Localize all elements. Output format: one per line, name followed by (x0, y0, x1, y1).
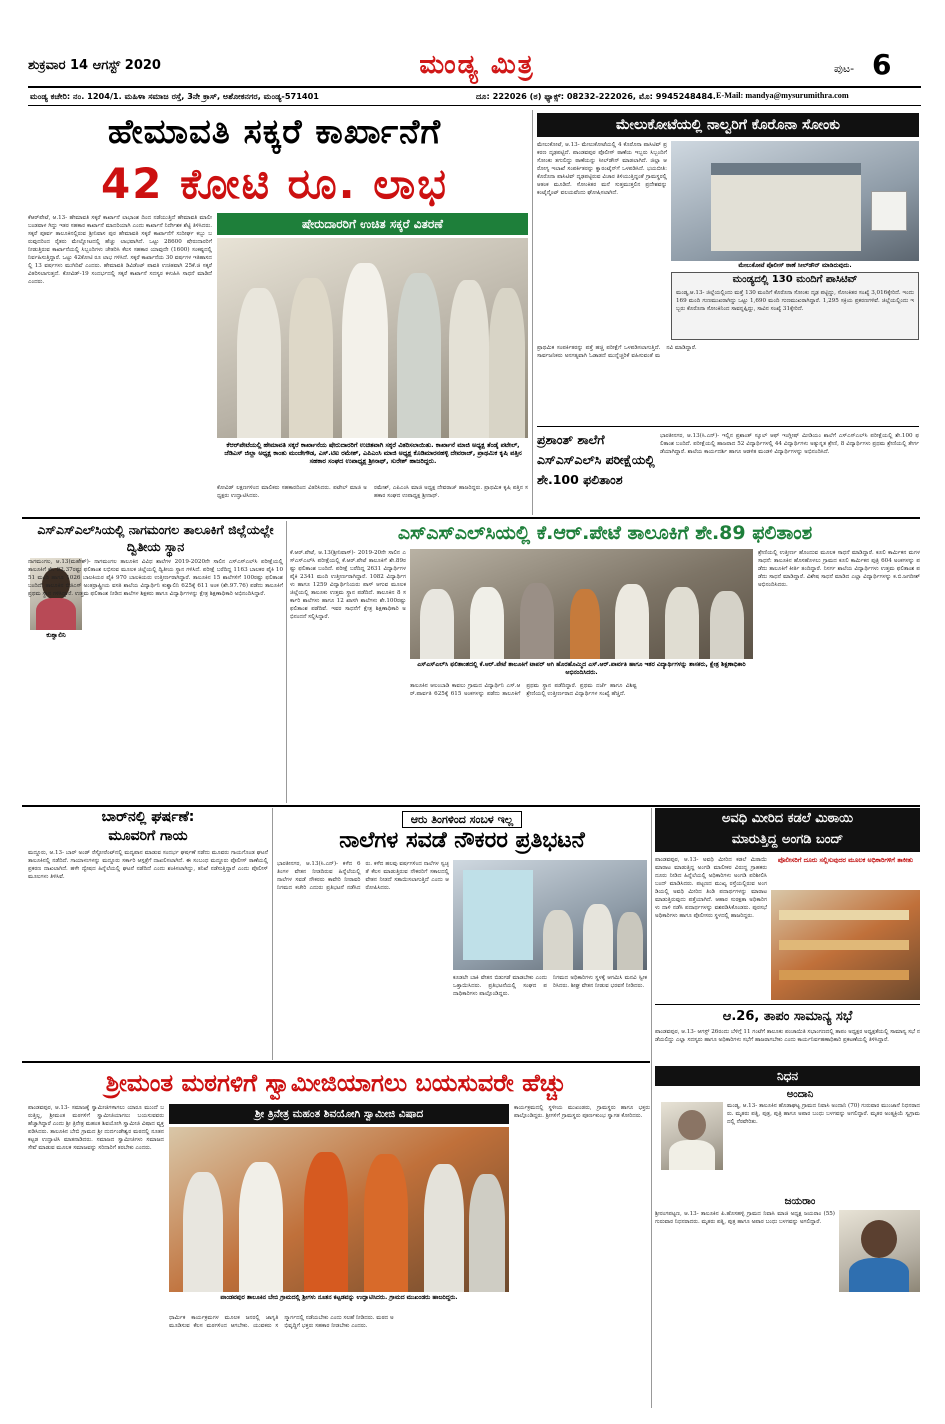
newspaper-logo: ಮಂಡ್ಯ ಮಿತ್ರ (419, 50, 535, 80)
office-email: E-Mail: mandya@mysurumithra.com (716, 91, 849, 100)
page-label: ಪುಟ- (834, 62, 855, 75)
bar-headline-1: ಬಾರ್‌ನಲ್ಲಿ ಘರ್ಷಣೆ: (101, 809, 195, 825)
mutt-photo (169, 1127, 509, 1292)
sugar-headline-1: ಹೇಮಾವತಿ ಸಕ್ಕರೆ ಕಾರ್ಖಾನೆಗೆ (107, 112, 442, 152)
divider-v4 (651, 808, 652, 1408)
masthead-divider (28, 86, 921, 88)
sweets-body: ಪಾಂಡವಪುರ, ಆ.13- ಅವಧಿ ಮೀರಿದ ಕಡಲೆ ಮಿಠಾಯಿ ಮಾರಾಟ ಮಾಡುತ್ತಿದ್ದ ಅಂಗಡಿ ಮಾಲೀಕರ ವಿರುದ್ಧ ಗ್ರಾಹಕರು ದೂರು ನೀಡಿದ ಹಿನ್ನೆಲೆಯಲ್ಲಿ ಅಧಿಕಾರಿಗಳು ಅಂಗಡಿ ಪರಿಶೀಲಿಸಿ ಬಂದ್ ಮಾಡಿಸಿದರು. ಪಟ್ಟಣದ ಮುಖ್ಯ ರಸ್ತೆಯಲ್ಲಿರುವ ಅಂಗಡಿಯಲ್ಲಿ ಅವಧಿ ಮೀರಿದ ತಿಂಡಿ ಪದಾರ್ಥಗಳನ್ನು ಮಾರಾಟ ಮಾಡುತ್ತಿರುವುದು ಪತ್ತೆಯಾಗಿದೆ. ಆಹಾರ ಸುರಕ್ಷತಾ ಅಧಿಕಾರಿಗಳು ದಾಳಿ ನಡೆಸಿ ಪದಾರ್ಥಗಳನ್ನು ವಶಪಡಿಸಿಕೊಂಡರು. ಪುರಸಭೆ ಅಧಿಕಾರಿಗಳು ಹಾಗೂ ಪೊಲೀಸರು ಸ್ಥಳದಲ್ಲಿ ಹಾಜರಿದ್ದರು. (655, 857, 767, 919)
mandya-positive-headline: ಮಂಡ್ಯದಲ್ಲಿ 130 ಮಂದಿಗೆ ಪಾಸಿಟಿವ್ (732, 274, 858, 285)
staff-photo (453, 860, 647, 970)
obituary-name-1: ಅಂದಾನಿ (786, 1089, 814, 1100)
corona-headline: ಮೇಲುಕೋಟೆಯಲ್ಲಿ ನಾಲ್ವರಿಗೆ ಕೊರೊನಾ ಸೋಂಕು (537, 113, 919, 137)
staff-kicker (277, 808, 647, 828)
bar-headline-2: ಮೂವರಿಗೆ ಗಾಯ (108, 828, 188, 844)
krpete-photo (410, 549, 753, 659)
section-rule-3 (22, 1061, 650, 1063)
staff-body-col1: ಭಾರತೀನಗರ, ಆ.13(ಸಿ.ಎನ್)- ಕಳೆದ 6 ತಿಂಗಳ ವೇತನ ನೀಡದಿರುವ ಹಿನ್ನೆಲೆಯಲ್ಲಿ ನಾಲೆಗಳ ಸವಡೆ ನೌಕರರು ಕಾವೇರಿ ನೀರಾವರಿ ನಿಗಮದ ಕಚೇರಿ ಎದುರು ಪ್ರತಿಭಟನೆ ನಡೆಸಿದರು. ಕಳೆದ ಹಲವು ವರ್ಷಗಳಿಂದ ನಾಲೆಗಳ ಸ್ವಚ್ಛತೆ ಕೆಲಸ ಮಾಡುತ್ತಿರುವ ನೌಕರರಿಗೆ ಸಕಾಲದಲ್ಲಿ ವೇತನ ನೀಡದೆ ಸತಾಯಿಸಲಾಗುತ್ತಿದೆ ಎಂದು ಆರೋಪಿಸಿದರು. (277, 861, 449, 891)
prashanth-headline: ಪ್ರಶಾಂತ್ ಶಾಲೆಗೆ ಎಸ್‌ಎಸ್‌ಎಲ್‌ಸಿ ಪರೀಕ್ಷೆಯಲ್ಲಿ ಶೇ.100 ಫಲಿತಾಂಶ (537, 432, 655, 487)
sweets-headline-2: ಮಾರುತ್ತಿದ್ದ ಅಂಗಡಿ ಬಂದ್ (731, 832, 844, 847)
mandya-positive-box (671, 272, 919, 340)
section-rule-1 (22, 517, 920, 519)
mutt-body-col3: ಕಾರ್ಯಕ್ರಮದಲ್ಲಿ ಸ್ಥಳೀಯ ಮುಖಂಡರು, ಗ್ರಾಮಸ್ಥರು ಹಾಗೂ ಭಕ್ತರು ಪಾಲ್ಗೊಂಡಿದ್ದರು. ಶ್ರೀಗಳಿಗೆ ಗ್ರಾಮಸ್ಥರು ಪೂರ್ಣಕುಂಭ ಸ್ವಾಗತ ಕೋರಿದರು. (514, 1105, 650, 1119)
page-number: 6 (872, 48, 892, 81)
bar-body: ಮದ್ದೂರು, ಆ.13- ಬಾರ್ ಅಂಡ್ ರೆಸ್ಟೋರೆಂಟ್‌ನಲ್ಲಿ ಮದ್ಯಪಾನ ಮಾಡುವ ಸಂದರ್ಭ ಘರ್ಷಣೆ ನಡೆದು ಮೂವರು ಗಾಯಗೊಂಡ ಘಟನೆ ತಾಲೂಕಿನಲ್ಲಿ ನಡೆದಿದೆ. ಗಾಯಾಳುಗಳನ್ನು ಮದ್ದೂರು ಸರ್ಕಾರಿ ಆಸ್ಪತ್ರೆಗೆ ದಾಖಲಿಸಲಾಗಿದೆ. ಈ ಸಂಬಂಧ ಮದ್ದೂರು ಪೊಲೀಸ್ ಠಾಣೆಯಲ್ಲಿ ಪ್ರಕರಣ ದಾಖಲಾಗಿದೆ. ಹಳೇ ದ್ವೇಷದ ಹಿನ್ನೆಲೆಯಲ್ಲಿ ಘಟನೆ ನಡೆದಿದೆ ಎಂದು ಶಂಕಿಸಲಾಗಿದ್ದು, ತನಿಖೆ ನಡೆಸುತ್ತಿದ್ದಾರೆ ಎಂದು ಪೊಲೀಸ್ ಮೂಲಗಳು ತಿಳಿಸಿವೆ. (28, 850, 268, 880)
police-station-photo (671, 141, 919, 261)
office-address: ಮಂಡ್ಯ ಕಚೇರಿ: ನಂ. 1204/1. ಮಹಿಳಾ ಸಮಾಜ ರಸ್ತೆ, 3ನೇ ಕ್ರಾಸ್, ಅಶೋಕನಗರ, ಮಂಡ್ಯ-571401 (30, 91, 320, 101)
sugar-body-col3: ರಮೇಶ್, ಎಪಿಎಂಸಿ ಮಾಜಿ ಅಧ್ಯಕ್ಷ ದೇವರಾಜ್ ಹಾಜರಿದ್ದರು. ಪ್ರಾಥಮಿಕ ಕೃಷಿ ಪತ್ತಿನ ಸಹಕಾರ ಸಂಘದ ಉಪಾಧ್ಯಕ್ಷ ಶ್ರೀನಾಥ್. (374, 485, 528, 499)
student-name: ಕುಶ್ವಾಲಿನಿ (46, 631, 66, 639)
mutt-body-col2: ಧಾರ್ಮಿಕ ಕಾರ್ಯಕ್ರಮಗಳ ಮೂಲಕ ಜನರಲ್ಲಿ ಜಾಗೃತಿ ಮೂಡಿಸುವ ಕೆಲಸ ಮಠಗಳಿಂದ ಆಗಬೇಕು. ಯುವಕರು ಸನ್ಮಾರ್ಗದಲ್ಲಿ ನಡೆಯಬೇಕು ಎಂದು ಸಲಹೆ ನೀಡಿದರು. ಮಠದ ಅಭಿವೃದ್ಧಿಗೆ ಭಕ್ತರು ಸಹಕಾರ ನೀಡಬೇಕು ಎಂದರು. (169, 1315, 394, 1329)
sweets-headline-1: ಅವಧಿ ಮೀರಿದ ಕಡಲೆ ಮಿಠಾಯಿ (721, 811, 854, 826)
krpete-body-col2: ತಾಲೂಕಿನ ಆಲಂಬಾಡಿ ಕಾವಲು ಗ್ರಾಮದ ವಿದ್ಯಾರ್ಥಿನಿ ಎಸ್.ಆರ್.ಪಾರ್ವತಿ 625ಕ್ಕೆ 615 ಅಂಕಗಳನ್ನು ಪಡೆದು ತಾಲೂಕಿಗೆ ಪ್ರಥಮ ಸ್ಥಾನ ಪಡೆದಿದ್ದಾರೆ. ಪ್ರಥಮ ದರ್ಜೆ ಹಾಗೂ ವಿಶಿಷ್ಟ ಶ್ರೇಣಿಯಲ್ಲಿ ಉತ್ತೀರ್ಣರಾದ ವಿದ್ಯಾರ್ಥಿಗಳ ಸಂಖ್ಯೆ ಹೆಚ್ಚಿದೆ. (410, 683, 637, 697)
nagamangala-headline: ಎಸ್‌ಎಸ್‌ಎಲ್‌ಸಿಯಲ್ಲಿ ನಾಗಮಂಗಲ ತಾಲೂಕಿಗೆ ಜಿಲ್ಲೆಯಲ್ಲೇ ದ್ವಿತೀಯ ಸ್ಥಾನ (37, 522, 274, 554)
krpete-headline: ಎಸ್‌ಎಸ್‌ಎಲ್‌ಸಿಯಲ್ಲಿ ಕೆ.ಆರ್.ಪೇಟೆ ತಾಲೂಕಿಗೆ ಶೇ.89 ಫಲಿತಾಂಶ (397, 522, 813, 544)
staff-body-col2: ಕೂಡಲೇ ಬಾಕಿ ವೇತನ ಬಿಡುಗಡೆ ಮಾಡಬೇಕು ಎಂದು ಒತ್ತಾಯಿಸಿದರು. ಪ್ರತಿಭಟನೆಯಲ್ಲಿ ಸಂಘದ ಪದಾಧಿಕಾರಿಗಳು ಪಾಲ್ಗೊಂಡಿದ್ದರು. (453, 975, 547, 997)
staff-body-col3: ನಿಗಮದ ಅಧಿಕಾರಿಗಳು ಸ್ಥಳಕ್ಕೆ ಆಗಮಿಸಿ ಮನವಿ ಸ್ವೀಕರಿಸಿದರು. ಶೀಘ್ರ ವೇತನ ನೀಡುವ ಭರವಸೆ ನೀಡಿದರು. (553, 975, 647, 989)
sugar-photo-caption: ಕೆಆರ್‌ಪೇಟೆಯಲ್ಲಿ ಹೇಮಾವತಿ ಸಕ್ಕರೆ ಕಾರ್ಖಾನೆಯ ಷೇರುದಾರರಿಗೆ ಉಚಿತವಾಗಿ ಸಕ್ಕರೆ ವಿತರಿಸಲಾಯಿತು. ಕಾರ್ಖಾನೆ ಮಾಜಿ ಅಧ್ಯಕ್ಷ ತೆಂಡ್ಕೆ ಪಟೇಲ್, ಜೆಡಿಎಸ್ ಜಿಲ್ಲಾ ಅಧ್ಯಕ್ಷ ಕಾಂತು ಮಂಜೇಗೌಡ, ಎಸ್.ಟಿಐ ರಮೇಶ್, ಎಪಿಎಂಸಿ ಮಾಜಿ ಅಧ್ಯಕ್ಷ ಕೊಡಿಮಾರನಹಳ್ಳಿ ದೇವರಾಜ್, ಪ್ರಾಥಮಿಕ ಕೃಷಿ ಪತ್ತಿನ ಸಹಕಾರ ಸಂಘದ ಉಪಾಧ್ಯಕ್ಷ ಶ್ರೀನಾಥ್, ಸುರೇಶ್ ಹಾಜರಿದ್ದರು. (224, 441, 522, 465)
corona-bottom-rule (537, 426, 919, 427)
sugar-body-col1: ಕೆಆರ್‌ಪೇಟೆ, ಆ.13- ಹೇಮಾವತಿ ಸಕ್ಕರೆ ಕಾರ್ಖಾನೆ ಲಾಭಾಂಶ ದಿಂದ ನಡೆಯುತ್ತಿದೆ ಹೇಮಾವತಿ ಮಾಲೀ ಬಂಡವಾಳ ಗಿದ್ದು ಇತರ ಸಹಕಾರ ಕಾರ್ಖಾನೆ ಮಾದರಿಯಾಗಿ ಎಂದು ಕಾರ್ಖಾನೆ ನಿರ್ದೇಶಕ ಶೆಟ್ಟಿ ತಿಳಿಸಿದರು. ಸಕ್ಕರೆ ಪೂರ್ವ ತಾಲೂಕಿನಲ್ಲಿರುವ ಶ್ರೀನಿವಾಸ ಪುರ ಹೇಮಾವತಿ ಸಕ್ಕರೆ ಕಾರ್ಖಾನೆಗೆ ಸುದೀರ್ಘ ಕಬ್ಬು ಬರುವುದರಿಂದ ರೈತರು ಮೇಲ್ನೋಟದಲ್ಲಿ ಹೆಚ್ಚು ಲಾಭವಾಗಿದೆ. ಒಟ್ಟು 28600 ಷೇರುದಾರರಿಗೆ ನೀಡುತ್ತಿರುವ ಕಾರ್ಖಾನೆಯಲ್ಲಿ ಸಿಬ್ಬಂದಿಗಳು ಚೇತರಿಸಿ ಕೆಲಸ ಸಹಕಾರ ಯಾವುದೇ (1600) ಸಂಕಷ್ಟದಲ್ಲಿ ನಿರ್ವಹಿಸುತ್ತಿದ್ದಾರೆ. ಒಟ್ಟು 42ಕೋಟಿ ರೂ ಲಾಭ ಗಳಿಸಿದೆ. ಸಕ್ಕರೆ ಕಾರ್ಖಾನೆಯ 30 ವರ್ಷಗಳ ಇತಿಹಾಸದಲ್ಲಿ 13 ವರ್ಷಗಳು ಮುಗಿದಿವೆ ಎಂದರು. ಹೇಮಾವತಿ ಡಿವಿಡೆಂಟ್ ಪಾವತಿ ಉಚಿತವಾಗಿ 25ಕೆ.ಜಿ ಸಕ್ಕರೆ ವಿತರಿಸಲಾಗುತ್ತದೆ. ಕೋವಿಡ್-19 ಸಂದರ್ಭದಲ್ಲಿ ಸಕ್ಕರೆ ಕಾರ್ಖಾನೆ ಸದಸ್ಯರ ಕಳುಹಿಸಿ ಸಾಧನೆ ಮಾಡಿದೆ ಎಂದರು. (28, 215, 212, 285)
meeting-headline: ಆ.26, ತಾಪಂ ಸಾಮಾನ್ಯ ಸಭೆ (722, 1009, 853, 1024)
sweets-headline-box (655, 808, 920, 852)
obituary-body-1: ಮಂಡ್ಯ, ಆ.13- ತಾಲೂಕಿನ ಹೊಡಾಘಟ್ಟ ಗ್ರಾಮದ ನಿವಾಸಿ ಅಂದಾನಿ (70) ಗುರುವಾರ ಮುಂಜಾನೆ ನಿಧನರಾದರು. ಮೃತರು ಪತ್ನಿ, ಪುತ್ರ, ಪುತ್ರಿ ಹಾಗೂ ಅಪಾರ ಬಂಧು ಬಳಗವನ್ನು ಅಗಲಿದ್ದಾರೆ. ಮೃತರ ಅಂತ್ಯಕ್ರಿಯೆ ಸ್ವಗ್ರಾಮದಲ್ಲಿ ನೆರವೇರಿತು. (727, 1103, 920, 1125)
masthead (22, 48, 922, 88)
nagamangala-body: ನಾಗಮಂಗಲ, ಆ.13(ಮಹೇಶ್)- ನಾಗಮಂಗಲ ತಾಲೂಕಿನ ವಿವಿಧ ಶಾಲೆಗಳ 2019-2020ನೇ ಸಾಲಿನ ಎಸ್‌ಎಸ್‌ಎಲ್‌ಸಿ ಪರೀಕ್ಷೆಯಲ್ಲಿ ತಾಲೂಕಿಗೆ ಶೇ. 92.37ರಷ್ಟು ಫಲಿತಾಂಶ ಲಭಿಸುವ ಮೂಲಕ ಜಿಲ್ಲೆಯಲ್ಲಿ ದ್ವಿತೀಯ ಸ್ಥಾನ ಗಳಿಸಿದೆ. ಪರೀಕ್ಷೆ ಬರೆದಿದ್ದ 1163 ಬಾಲಕರ ಪೈಕಿ 1051 ಮಂದಿ ಹಾಗೂ 1026 ಬಾಲಕಿಯರ ಪೈಕಿ 970 ಬಾಲಕಿಯರು ಉತ್ತೀರ್ಣರಾಗಿದ್ದಾರೆ. ತಾಲೂಕಿನ 15 ಶಾಲೆಗಳಿಗೆ 100ರಷ್ಟು ಫಲಿತಾಂಶ ಬಂದಿದೆ. ತಾಲೂಕಿನ ಬಿಜಿಎಸ್ ಅಂತರ್ರಾಷ್ಟ್ರೀಯ ವಸತಿ ಶಾಲೆಯ ವಿದ್ಯಾರ್ಥಿನಿ ಕುಶ್ವಾಲಿನಿ 625ಕ್ಕೆ 611 ಅಂಕ (ಶೇ.97.76) ಪಡೆದು ತಾಲೂಕಿಗೆ ಪ್ರಥಮ ಸ್ಥಾನ ಗಳಿಸಿದ್ದಾರೆ. ಉತ್ತಮ ಫಲಿತಾಂಶ ನೀಡಿದ ಶಾಲೆಗಳ ಶಿಕ್ಷಕರು ಹಾಗೂ ವಿದ್ಯಾರ್ಥಿಗಳನ್ನು ಕ್ಷೇತ್ರ ಶಿಕ್ಷಣಾಧಿಕಾರಿ ಅಭಿನಂದಿಸಿದ್ದಾರೆ. (28, 559, 283, 597)
mutt-body-col1: ಪಾಂಡವಪುರ, ಆ.13- ಸಮಾಜಕ್ಕೆ ಸ್ವಾಮೀಜಿಗಳಾಗಲು ಯಾರೂ ಮುಂದೆ ಬರುತ್ತಿಲ್ಲ, ಶ್ರೀಮಂತ ಮಠಗಳಿಗೆ ಸ್ವಾಮೀಜಿಯಾಗಲು ಬಯಸುವವರು ಹೆಚ್ಚಾಗಿದ್ದಾರೆ ಎಂದು ಶ್ರೀ ತ್ರಿನೇತ್ರ ಮಹಂತ ಶಿವಯೋಗಿ ಸ್ವಾಮೀಜಿ ವಿಷಾದ ವ್ಯಕ್ತಪಡಿಸಿದರು. ತಾಲೂಕಿನ ಬೇಬಿ ಗ್ರಾಮದ ಶ್ರೀ ದುರ್ದಂಡೇಶ್ವರ ಮಠದಲ್ಲಿ ನೂತನ ಕಟ್ಟಡ ಉದ್ಘಾಟಿಸಿ ಮಾತನಾಡಿದರು. ಸಮಾಜದ ಸ್ವಾಮೀಜಿಗಳು ಸಮಾಜದ ಸೇವೆ ಮಾಡುವ ಮೂಲಕ ಸಮಾಜವನ್ನು ಸರಿದಾರಿಗೆ ತರಬೇಕು ಎಂದರು. (28, 1105, 164, 1151)
issue-date: ಶುಕ್ರವಾರ 14 ಆಗಸ್ಟ್ 2020 (28, 58, 161, 73)
obituary-title: ನಿಧನ (655, 1066, 920, 1086)
meeting-top-rule (655, 1004, 920, 1005)
sugar-body-col2: ಕೋವಿಡ್ ಲಕ್ಷಣಗಳಿಂದ ಮಾಲಿಕರು ಸಹಕಾರದಿಂದ ವಿತರಿಸಿದರು. ಪಟೇಲ್ ಮಾಜಿ ಅಧ್ಯಕ್ಷರು ಉದ್ಘಾಟಿಸಿದರು. (217, 485, 367, 499)
office-contact: ದೂ: 222026 (ಠ) ಫ್ಯಾಕ್ಸ್: 08232-222026, ಮೊ: 9945248484. (476, 91, 716, 101)
sugar-headline-2: 42 ಕೋಟಿ ರೂ. ಲಾಭ (101, 159, 448, 208)
section-rule-2 (22, 805, 920, 807)
corona-body: ಮೇಲುಕೋಟೆ, ಆ.13- ಮೇಲುಕೋಟೆಯಲ್ಲಿ 4 ಕೊರೊನಾ ಪಾಸಿಟಿವ್ ಪ್ರಕರಣ ದೃಢಪಟ್ಟಿದೆ. ಪಾಂಡವಪುರ ಪೊಲೀಸ್ ಠಾಣೆಯ ಇಬ್ಬರು ಸಿಬ್ಬಂದಿಗೆ ಸೋಂಕು ತಗುಲಿದ್ದು ಠಾಣೆಯನ್ನು ಸೀಲ್‌ಡೌನ್ ಮಾಡಲಾಗಿದೆ. ಜಿಲ್ಲಾ ಆರೋಗ್ಯ ಇಲಾಖೆ ಸಂಪರ್ಕಿತರನ್ನು ಕ್ವಾರಂಟೈನ್‌ಗೆ ಒಳಪಡಿಸಿದೆ. ಭಯಬೀತಿ: ಕೊರೊನಾ ಪಾಸಿಟಿವ್ ದೃಢಪಟ್ಟಿರುವ ವಿಚಾರ ತಿಳಿಯುತ್ತಿದ್ದಂತೆ ಗ್ರಾಮಸ್ಥರಲ್ಲಿ ಆತಂಕ ಮೂಡಿದೆ. ಸೋಂಕಿತರ ಮನೆ ಸುತ್ತಮುತ್ತಲಿನ ಪ್ರದೇಶವನ್ನು ಕಂಟೈನ್ಮೆಂಟ್ ವಲಯವೆಂದು ಘೋಷಿಸಲಾಗಿದೆ. (537, 142, 667, 196)
obituary-body-2: ಶ್ರೀರಂಗಪಟ್ಟಣ, ಆ.13- ತಾಲೂಕಿನ ಪಿ.ಹೊಸಹಳ್ಳಿ ಗ್ರಾಮದ ನಿವಾಸಿ ಮಾಜಿ ಅಧ್ಯಕ್ಷ ಜಯರಾಂ (55) ಗುರುವಾರ ನಿಧನರಾದರು. ಮೃತರು ಪತ್ನಿ, ಪುತ್ರ ಹಾಗೂ ಅಪಾರ ಬಂಧು ಬಳಗವನ್ನು ಅಗಲಿದ್ದಾರೆ. (655, 1211, 835, 1225)
sweets-photo-caption: ಪೊಲೀಸರಿಗೆ ದೂರು ಸಲ್ಲಿಸುವುದರ ಮೂಲಕ ಅಧಿಕಾರಿಗಳಿಗೆ ತಾಕೀತು (777, 856, 914, 864)
sugar-photo (217, 238, 528, 438)
prashanth-body: ಭಾರತೀನಗರ, ಆ.13(ಸಿ.ಎನ್)- ಇಲ್ಲಿನ ಪ್ರಶಾಂತ್ ಸ್ಕೂಲ್ ಆಫ್ ಇಂಗ್ಲೀಷ್ ಮೀಡಿಯಂ ಶಾಲೆಗೆ ಎಸ್‌ಎಸ್‌ಎಲ್‌ಸಿ ಪರೀಕ್ಷೆಯಲ್ಲಿ ಶೇ.100 ಫಲಿತಾಂಶ ಬಂದಿದೆ. ಪರೀಕ್ಷೆಯಲ್ಲಿ ಹಾಜರಾದ 52 ವಿದ್ಯಾರ್ಥಿಗಳಲ್ಲಿ 44 ವಿದ್ಯಾರ್ಥಿಗಳು ಅತ್ಯುನ್ನತ ಶ್ರೇಣಿ, 8 ವಿದ್ಯಾರ್ಥಿಗಳು ಪ್ರಥಮ ಶ್ರೇಣಿಯಲ್ಲಿ ತೇರ್ಗಡೆಯಾಗಿದ್ದಾರೆ. ಶಾಲೆಯ ಕಾರ್ಯದರ್ಶಿ ಹಾಗೂ ಆಡಳಿತ ಮಂಡಳಿ ವಿದ್ಯಾರ್ಥಿಗಳನ್ನು ಅಭಿನಂದಿಸಿದೆ. (660, 433, 919, 455)
police-station-caption: ಮೇಲುಕೋಟೆ ಪೊಲೀಸ್ ಠಾಣೆ ಸೀಲ್‌ಡೌನ್ ಮಾಡಿರುವುದು. (738, 262, 852, 269)
sweets-photo (771, 890, 920, 1000)
obituary-name-2: ಜಯರಾಂ (784, 1196, 816, 1207)
krpete-body-col1: ಕೆ.ಆರ್.ಪೇಟೆ, ಆ.13(ಶ್ರೀನಿವಾಸ್)- 2019-20ನೇ ಸಾಲಿನ ಎಸ್‌ಎಸ್‌ಎಲ್‌ಸಿ ಪರೀಕ್ಷೆಯಲ್ಲಿ ಕೆ.ಆರ್.ಪೇಟೆ ತಾಲೂಕಿಗೆ ಶೇ.89ರಷ್ಟು ಫಲಿತಾಂಶ ಬಂದಿದೆ. ಪರೀಕ್ಷೆ ಬರೆದಿದ್ದ 2631 ವಿದ್ಯಾರ್ಥಿಗಳ ಪೈಕಿ 2341 ಮಂದಿ ಉತ್ತೀರ್ಣರಾಗಿದ್ದಾರೆ. 1082 ವಿದ್ಯಾರ್ಥಿಗಳು ಹಾಗೂ 1259 ವಿದ್ಯಾರ್ಥಿನಿಯರು ಪಾಸ್ ಆಗುವ ಮೂಲಕ ಜಿಲ್ಲೆಯಲ್ಲಿ ತಾಲೂಕು ಉತ್ತಮ ಸ್ಥಾನ ಪಡೆದಿದೆ. ತಾಲೂಕಿನ 8 ಸರ್ಕಾರಿ ಶಾಲೆಗಳು ಹಾಗೂ 12 ಖಾಸಗಿ ಶಾಲೆಗಳು ಶೇ.100ರಷ್ಟು ಫಲಿತಾಂಶ ಪಡೆದಿವೆ. ಇವರ ಸಾಧನೆಗೆ ಕ್ಷೇತ್ರ ಶಿಕ್ಷಣಾಧಿಕಾರಿ ಅಭಿನಂದನೆ ಸಲ್ಲಿಸಿದ್ದಾರೆ. (290, 550, 406, 620)
obituary-photo-2 (839, 1210, 920, 1292)
staff-kicker-text: ಆರು ತಿಂಗಳಿಂದ ಸಂಬಳ ಇಲ್ಲ (402, 811, 522, 828)
divider-v1 (532, 110, 533, 515)
meeting-body: ಪಾಂಡವಪುರ, ಆ.13- ಆಗಸ್ಟ್ 26ರಂದು ಬೆಳಿಗ್ಗೆ 11 ಗಂಟೆಗೆ ತಾಲೂಕು ಪಂಚಾಯಿತಿ ಸಭಾಂಗಣದಲ್ಲಿ ತಾಪಂ ಅಧ್ಯಕ್ಷರ ಅಧ್ಯಕ್ಷತೆಯಲ್ಲಿ ಸಾಮಾನ್ಯ ಸಭೆ ನಡೆಯಲಿದ್ದು ಎಲ್ಲಾ ಸದಸ್ಯರು ಹಾಗೂ ಅಧಿಕಾರಿಗಳು ಸಭೆಗೆ ಹಾಜರಾಗಬೇಕು ಎಂದು ಕಾರ್ಯನಿರ್ವಹಣಾಧಿಕಾರಿ ಪ್ರಕಟಣೆಯಲ್ಲಿ ತಿಳಿಸಿದ್ದಾರೆ. (655, 1029, 920, 1043)
divider-v2 (286, 521, 287, 803)
obituary-photo-1 (661, 1102, 723, 1170)
corona-body-tail: ಪ್ರಾಥಮಿಕ ಸಂಪರ್ಕಿತರನ್ನು ಪತ್ತೆ ಹಚ್ಚಿ ಪರೀಕ್ಷೆಗೆ ಒಳಪಡಿಸಲಾಗುತ್ತಿದೆ. ಸಾರ್ವಜನಿಕರು ಅನಗತ್ಯವಾಗಿ ಓಡಾಡದೆ ಮುನ್ನೆಚ್ಚರಿಕೆ ವಹಿಸುವಂತೆ ಮನವಿ ಮಾಡಿದ್ದಾರೆ. (537, 345, 697, 359)
mutt-subheadline: ಶ್ರೀ ತ್ರಿನೇತ್ರ ಮಹಂತ ಶಿವಯೋಗಿ ಸ್ವಾಮೀಜಿ ವಿಷಾದ (169, 1104, 509, 1124)
sugar-subheadline: ಷೇರುದಾರರಿಗೆ ಉಚಿತ ಸಕ್ಕರೆ ವಿತರಣೆ (217, 213, 528, 235)
mandya-positive-body: ಮಂಡ್ಯ,ಆ.13- ಜಿಲ್ಲೆಯಲ್ಲಿಂದು ಮತ್ತೆ 130 ಮಂದಿಗೆ ಕೊರೊನಾ ಸೋಂಕು ದೃಢ ಪಟ್ಟಿದ್ದು, ಸೋಂಕಿತರ ಸಂಖ್ಯೆ 3,016ಕ್ಕೇರಿದೆ. ಇಂದು 169 ಮಂದಿ ಗುಣಮುಖರಾಗಿದ್ದು ಒಟ್ಟು 1,690 ಮಂದಿ ಗುಣಮುಖರಾಗಿದ್ದಾರೆ. 1,295 ಸಕ್ರಿಯ ಪ್ರಕರಣಗಳಿವೆ. ಜಿಲ್ಲೆಯಲ್ಲಿಂದು ಇಬ್ಬರು ಕೊರೊನಾ ಸೋಂಕಿನಿಂದ ಸಾವನ್ನಪ್ಪಿದ್ದು, ಸಾವಿನ ಸಂಖ್ಯೆ 31ಕ್ಕೇರಿದೆ. (676, 290, 914, 312)
krpete-body-col3: ಶ್ರೇಣಿಯಲ್ಲಿ ಉತ್ತೀರ್ಣ ಹೊಂದುವ ಮೂಲಕ ಸಾಧನೆ ಮಾಡಿದ್ದಾರೆ. ಕೂಲಿ ಕಾರ್ಮಿಕನ ಮಗಳ ಸಾಧನೆ: ತಾಲೂಕಿನ ಹೊಸಹೊಳಲು ಗ್ರಾಮದ ಕೂಲಿ ಕಾರ್ಮಿಕನ ಪುತ್ರಿ 604 ಅಂಕಗಳನ್ನು ಪಡೆದು ತಾಲೂಕಿಗೆ ಕೀರ್ತಿ ತಂದಿದ್ದಾರೆ. ನಿಸರ್ಗ ಶಾಲೆಯ ವಿದ್ಯಾರ್ಥಿಗಳು ಉತ್ತಮ ಫಲಿತಾಂಶ ಪಡೆದು ಸಾಧನೆ ಮಾಡಿದ್ದಾರೆ. ವಿಶೇಷ ಸಾಧನೆ ಮಾಡಿದ ಎಲ್ಲಾ ವಿದ್ಯಾರ್ಥಿಗಳನ್ನು ಕ.ಬಿ.ಜಗದೀಶ್ ಅಭಿನಂದಿಸಿದರು. (758, 550, 920, 588)
mutt-headline: ಶ್ರೀಮಂತ ಮಠಗಳಿಗೆ ಸ್ವಾಮೀಜಿಯಾಗಲು ಬಯಸುವರೇ ಹೆಚ್ಚು (105, 1069, 567, 1097)
staff-headline: ನಾಲೆಗಳ ಸವಡೆ ನೌಕರರ ಪ್ರತಿಭಟನೆ (339, 828, 585, 853)
mutt-photo-caption: ಪಾಂಡವಪುರ ತಾಲೂಕಿನ ಬೇಬಿ ಗ್ರಾಮದಲ್ಲಿ ಶ್ರೀಗಳು ನೂತನ ಕಟ್ಟಡವನ್ನು ಉದ್ಘಾಟಿಸಿದರು. ಗ್ರಾಮದ ಮುಖಂಡರು ಹಾಜರಿದ್ದರು. (220, 1294, 458, 1301)
divider-v3 (272, 808, 273, 1060)
krpete-photo-caption: ಎಸ್‌ಎಸ್‌ಎಲ್‌ಸಿ ಫಲಿತಾಂಶದಲ್ಲಿ ಕೆ.ಆರ್.ಪೇಟೆ ತಾಲೂಕಿಗೆ ಟಾಪರ್ ಆಗಿ ಹೊರಹೊಮ್ಮಿದ ಎಸ್.ಆರ್.ಪಾರ್ವತಿ ಹಾಗೂ ಇತರ ವಿದ್ಯಾರ್ಥಿಗಳನ್ನು ಶಾಸಕರು, ಕ್ಷೇತ್ರ ಶಿಕ್ಷಣಾಧಿಕಾರಿ ಅಭಿನಂದಿಸಿದರು. (417, 661, 746, 676)
address-divider (28, 105, 921, 106)
